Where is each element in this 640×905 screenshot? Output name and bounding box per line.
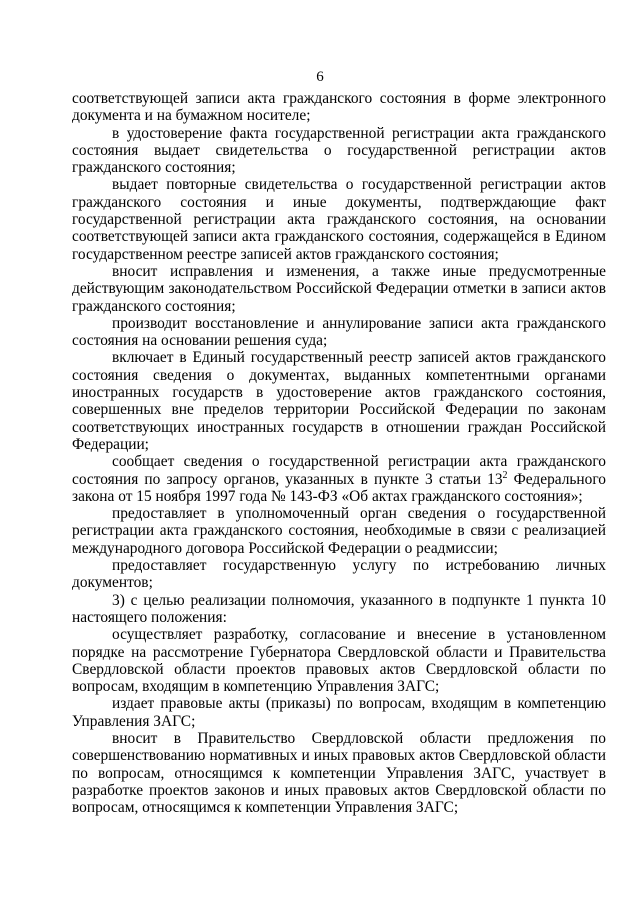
document-body bbox=[72, 90, 606, 816]
paragraph-draft-acts: осуществляет разработку, согласование и внесение в установленном порядке на рассмотрение Губернатора Свердловской области и Правительства Свердловской области проектов правовых актов Свердловской области по вопросам, входящим в компетенцию Управления ЗАГС; bbox=[72, 626, 606, 696]
paragraph-proposals: вносит в Правительство Свердловской области предложения по совершенствованию нормативных и иных правовых актов Свердловской области по вопросам, относящимся к компетенции Управления ЗАГС, участвует в разработке проектов законов и иных правовых актов Свердловской области по вопросам, относящимся к компетенции Управления ЗАГС; bbox=[72, 729, 606, 817]
paragraph-issue-certificates: в удостоверение факта государственной регистрации акта гражданского состояния выдает свидетельства о государственной регистрации актов гражданского состояния; bbox=[72, 124, 606, 177]
article-superscript: 2 bbox=[502, 469, 508, 481]
paragraph-reports-by-request bbox=[72, 453, 606, 505]
paragraph-reports-text-start: сообщает сведения о государственной регистрации акта гражданского состояния по запросу органов, указанных в пункте 3 статьи 13 bbox=[72, 453, 606, 488]
paragraph-personal-documents: предоставляет государственную услугу по истребованию личных документов; bbox=[72, 557, 606, 592]
paragraph-restoration: производит восстановление и аннулирование записи акта гражданского состояния на основании решения суда; bbox=[72, 314, 606, 350]
paragraph-readmission: предоставляет в уполномоченный орган сведения о государственной регистрации акта гражданского состояния, необходимые в связи с реализацией международного договора Российской Федерации о реадмиссии; bbox=[72, 505, 606, 557]
paragraph-item-3: 3) с целью реализации полномочия, указанного в подпункте 1 пункта 10 настоящего положения: bbox=[72, 591, 606, 626]
page-number: 6 bbox=[316, 69, 324, 85]
paragraph-foreign-documents: включает в Единый государственный реестр записей актов гражданского состояния сведения о документах, выданных компетентными органами иностранных государств в удостоверение актов гражданского состояния, совершенных вне пределов территории Российской Федерации по законам соответствующих иностранных государств в отношении граждан Российской Федерации; bbox=[72, 349, 606, 453]
paragraph-reports-text-end: Федерального закона от 15 ноября 1997 года № 143-ФЗ «Об актах гражданского состояния»; bbox=[72, 470, 606, 505]
paragraph-record-continuation: соответствующей записи акта гражданского состояния в форме электронного документа и на бумажном носителе; bbox=[72, 90, 606, 125]
paragraph-orders: издает правовые акты (приказы) по вопросам, входящим в компетенцию Управления ЗАГС; bbox=[72, 695, 606, 730]
paragraph-corrections: вносит исправления и изменения, а также иные предусмотренные действующим законодательством Российской Федерации отметки в записи актов гражданского состояния; bbox=[72, 262, 606, 315]
paragraph-repeat-certificates: выдает повторные свидетельства о государственной регистрации актов гражданского состояния и иные документы, подтверждающие факт государственной регистрации акта гражданского состояния, на основании соответствующей записи акта гражданского состояния, содержащейся в Едином государственном реестре записей актов гражданского состояния; bbox=[72, 176, 606, 263]
